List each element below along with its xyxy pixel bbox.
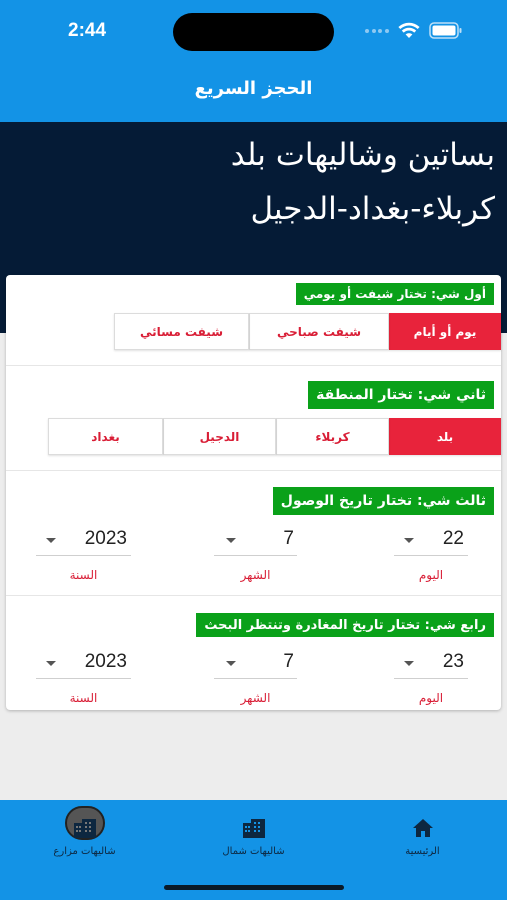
nav-item-north-chalets[interactable] <box>169 800 338 880</box>
booking-card <box>6 275 501 710</box>
nav-label-home: الرئيسية <box>405 846 440 857</box>
chevron-down-icon <box>46 661 56 666</box>
arrival-day-value: 22 <box>442 528 464 549</box>
chevron-down-icon <box>226 661 236 666</box>
nav-label-farm-chalets: شاليهات مزارع <box>53 846 116 857</box>
divider <box>6 595 501 596</box>
step4-label: رابع شي: تختار تاريخ المغادرة وتنتظر البحث <box>196 613 494 637</box>
status-time: 2:44 <box>68 20 107 41</box>
departure-day-dropdown[interactable] <box>394 649 468 679</box>
step1-label: أول شي: تختار شيفت أو يومي <box>296 283 494 305</box>
chevron-down-icon <box>404 538 414 543</box>
departure-day-value: 23 <box>442 651 464 672</box>
hero-title-line-2: كربلاء-بغداد-الدجيل <box>250 191 495 227</box>
chevron-down-icon <box>404 661 414 666</box>
dynamic-island <box>173 13 334 51</box>
step3-label: ثالث شي: تختار تاريخ الوصول <box>273 487 494 515</box>
region-option-balad[interactable]: بلد <box>389 418 501 455</box>
buildings-icon <box>73 818 97 838</box>
home-indicator <box>164 885 344 890</box>
shift-option-days[interactable]: يوم أو أيام <box>389 313 501 350</box>
arrival-day-caption: اليوم <box>418 568 444 582</box>
departure-year-dropdown[interactable] <box>36 649 131 679</box>
departure-year-caption: السنة <box>69 691 98 705</box>
home-icon <box>412 818 434 838</box>
chevron-down-icon <box>46 538 56 543</box>
arrival-month-dropdown[interactable] <box>214 526 297 556</box>
departure-month-dropdown[interactable] <box>214 649 297 679</box>
nav-item-farm-chalets[interactable] <box>0 800 169 880</box>
shift-option-morning[interactable]: شيفت صباحي <box>249 313 389 350</box>
top-app-bar <box>0 0 507 122</box>
nav-label-north-chalets: شاليهات شمال <box>222 846 285 857</box>
arrival-year-dropdown[interactable] <box>36 526 131 556</box>
arrival-month-value: 7 <box>283 528 294 549</box>
divider <box>6 470 501 471</box>
departure-day-caption: اليوم <box>418 691 444 705</box>
region-option-baghdad[interactable]: بغداد <box>48 418 163 455</box>
arrival-month-caption: الشهر <box>240 568 271 582</box>
departure-month-caption: الشهر <box>240 691 271 705</box>
step2-label: ثاني شي: تختار المنطقة <box>308 381 494 409</box>
battery-icon <box>429 22 463 39</box>
buildings-icon <box>242 818 266 838</box>
shift-option-evening[interactable]: شيفت مسائي <box>114 313 249 350</box>
departure-month-value: 7 <box>283 651 294 672</box>
arrival-day-dropdown[interactable] <box>394 526 468 556</box>
divider <box>6 365 501 366</box>
arrival-year-caption: السنة <box>69 568 98 582</box>
hero-title-line-1: بساتين وشاليهات بلد <box>230 137 495 173</box>
wifi-icon <box>398 22 420 39</box>
nav-item-home[interactable] <box>338 800 507 880</box>
region-option-dujail[interactable]: الدجيل <box>163 418 276 455</box>
region-option-karbala[interactable]: كربلاء <box>276 418 389 455</box>
signal-icon <box>365 29 389 33</box>
page-title: الحجز السريع <box>194 78 313 99</box>
chevron-down-icon <box>226 538 236 543</box>
departure-year-value: 2023 <box>84 651 127 672</box>
arrival-year-value: 2023 <box>84 528 127 549</box>
